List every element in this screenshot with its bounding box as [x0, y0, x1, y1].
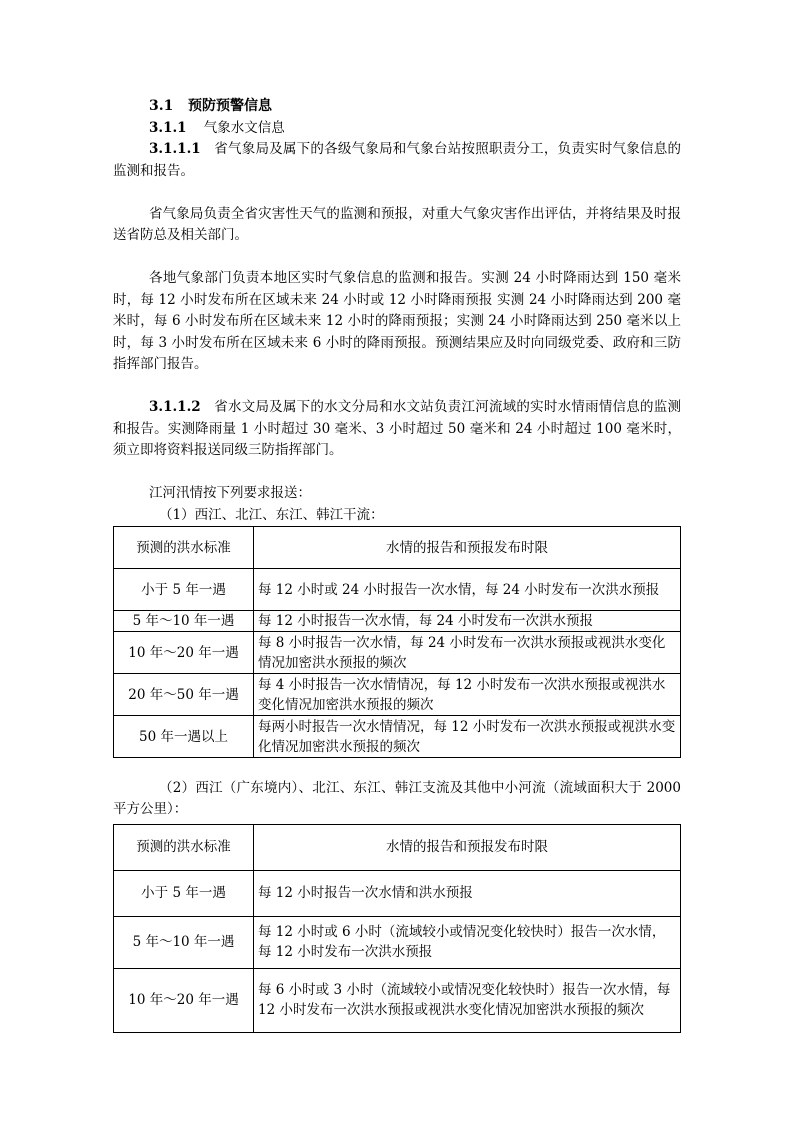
table-row: [114, 569, 681, 611]
table-cell-timing: 每 4 小时报告一次水情情况，每 12 小时发布一次洪水预报或视洪水变化情况加密洪水预报的频次: [254, 674, 681, 716]
section-title: 预防预警信息: [187, 98, 272, 114]
table-cell-standard: 50 年一遇以上: [114, 716, 254, 758]
section-heading: [113, 96, 681, 118]
table-cell-timing: 每 8 小时报告一次水情，每 24 小时发布一次洪水预报或视洪水变化情况加密洪水预报的频次: [254, 632, 681, 674]
table-cell-timing: 每 6 小时或 3 小时（流域较小或情况变化较快时）报告一次水情，每 12 小时发布一次洪水预报或视洪水变化情况加密洪水预报的频次: [254, 968, 681, 1032]
table-row: [114, 611, 681, 632]
table-header-timing: 水情的报告和预报发布时限: [254, 527, 681, 569]
table-row: [114, 632, 681, 674]
table-cell-standard: 20 年～50 年一遇: [114, 674, 254, 716]
section-number: 3.1: [149, 98, 174, 114]
table-header-standard: 预测的洪水标准: [114, 527, 254, 569]
subsection-title: 气象水文信息: [203, 119, 285, 136]
table-cell-timing: 每 12 小时报告一次水情和洪水预报: [254, 870, 681, 916]
table-row: [114, 870, 681, 916]
table-header-row: [114, 824, 681, 870]
table-cell-standard: 5 年～10 年一遇: [114, 611, 254, 632]
table-cell-standard: 5 年～10 年一遇: [114, 916, 254, 968]
table-cell-timing: 每两小时报告一次水情情况，每 12 小时发布一次洪水预报或视洪水变化情况加密洪水预报的频次: [254, 716, 681, 758]
paragraph-text: 省水文局及属下的水文分局和水文站负责江河流域的实时水情雨情信息的监测和报告。实测降雨量 1 小时超过 30 毫米、3 小时超过 50 毫米和 24 小时超过 100 毫米时，须立即将资料报送同级三防指挥部门。: [113, 399, 681, 458]
table-row: [114, 916, 681, 968]
paragraph-text: 省气象局负责全省灾害性天气的监测和预报，对重大气象灾害作出评估，并将结果及时报送省防总及相关部门。: [113, 205, 681, 243]
table-cell-standard: 小于 5 年一遇: [114, 569, 254, 611]
table-cell-standard: 10 年～20 年一遇: [114, 968, 254, 1032]
document-page: [113, 96, 681, 1033]
table-header-row: [114, 527, 681, 569]
table-cell-standard: 10 年～20 年一遇: [114, 632, 254, 674]
table1-caption: （1）西江、北江、东江、韩江干流：: [159, 506, 384, 523]
table-cell-standard: 小于 5 年一遇: [114, 870, 254, 916]
flood-report-table-tributaries: [113, 824, 681, 1033]
paragraph-meteorological-bureau: [113, 139, 681, 182]
table-header-timing: 水情的报告和预报发布时限: [254, 824, 681, 870]
table-cell-timing: 每 12 小时或 24 小时报告一次水情，每 24 小时发布一次洪水预报: [254, 569, 681, 611]
flood-report-intro: 江河汛情按下列要求报送：: [149, 485, 311, 501]
table-header-standard: 预测的洪水标准: [114, 824, 254, 870]
table-row: [114, 968, 681, 1032]
subsection-heading: [113, 118, 681, 140]
table-row: [114, 674, 681, 716]
paragraph-hydrology-bureau: [113, 397, 681, 462]
paragraph-text: 各地气象部门负责本地区实时气象信息的监测和报告。实测 24 小时降雨达到 150 毫米时，每 12 小时发布所在区域未来 24 小时或 12 小时降雨预报 实测 24 小时降雨达到 200 毫米时，每 6 小时发布所在区域未来 12 小时的降雨预报；实测 24 小时降雨达到 250 毫米以上时，每 3 小时发布所在区域未来 6 小时的降雨预报。预测结果应及时向同级党委、政府和三防指挥部门报告。: [113, 270, 681, 372]
paragraph-local-rainfall: [113, 268, 681, 376]
clause-number: 3.1.1.2: [149, 399, 201, 415]
subsection-number: 3.1.1: [149, 119, 187, 136]
table-cell-timing: 每 12 小时报告一次水情，每 24 小时发布一次洪水预报: [254, 611, 681, 632]
clause-number: 3.1.1.1: [149, 141, 201, 157]
table2-caption: （2）西江（广东境内）、北江、东江、韩江支流及其他中小河流（流域面积大于 2000 平方公里）：: [113, 779, 681, 817]
paragraph-provincial-forecast: [113, 204, 681, 247]
table-row: [114, 716, 681, 758]
paragraph-text: 省气象局及属下的各级气象局和气象台站按照职责分工，负责实时气象信息的监测和报告。: [113, 141, 681, 179]
table-cell-timing: 每 12 小时或 6 小时（流域较小或情况变化较快时）报告一次水情，每 12 小时发布一次洪水预报: [254, 916, 681, 968]
flood-report-table-mainstream: [113, 526, 681, 758]
